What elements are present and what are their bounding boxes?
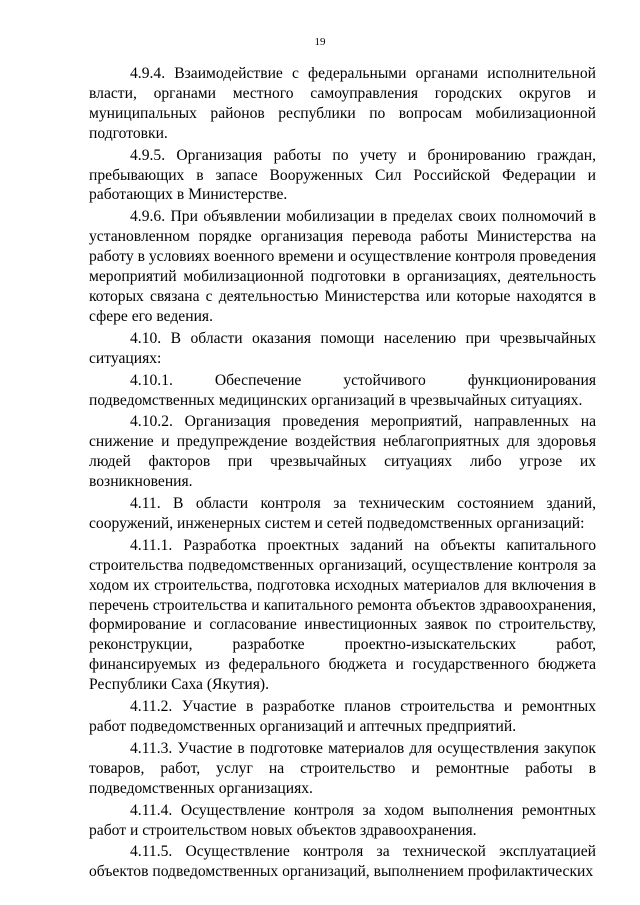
paragraph-4-9-6: 4.9.6. При объявлении мобилизации в пределах своих полномочий в установленном порядке организация перевода работы Министерства на работу в условиях военного времени и осуществление контроля проведения мероприятий мобилизационной подготовки в организациях, деятельность которых связана с деятельностью Министерства или которые находятся в сфере его ведения. (89, 208, 596, 325)
paragraph-4-11-1: 4.11.1. Разработка проектных заданий на объекты капитального строительства подведомственных организаций, осуществление контроля за ходом их строительства, подготовка исходных материалов для включения в перечень строительства и капитального ремонта объектов здравоохранения, формирование и согласование инвестиционных заявок по строительству, реконструкции, разработке проектно-изыскательских работ, финансируемых из федерального бюджета и государственного бюджета Республики Саха (Якутия). (89, 536, 596, 694)
paragraph-4-11-4: 4.11.4. Осуществление контроля за ходом выполнения ремонтных работ и строительством новых объектов здравоохранения. (89, 801, 596, 839)
paragraph-4-10: 4.10. В области оказания помощи населению при чрезвычайных ситуациях: (89, 329, 596, 367)
page-number: 19 (314, 36, 326, 48)
paragraph-4-11-3: 4.11.3. Участие в подготовке материалов для осуществления закупок товаров, работ, услуг на строительство и ремонтные работы в подведомственных организациях. (89, 739, 596, 797)
paragraph-4-11-2: 4.11.2. Участие в разработке планов строительства и ремонтных работ подведомственных организаций и аптечных предприятий. (89, 698, 596, 735)
paragraph-4-10-1: 4.10.1. Обеспечение устойчивого функционирования подведомственных медицинских организаций в чрезвычайных ситуациях. (89, 371, 596, 409)
paragraph-4-11: 4.11. В области контроля за техническим состоянием зданий, сооружений, инженерных систем и сетей подведомственных организаций: (89, 495, 596, 532)
document-body (89, 64, 596, 884)
paragraph-4-11-5: 4.11.5. Осуществление контроля за технической эксплуатацией объектов подведомственных организаций, выполнением профилактических (89, 843, 596, 881)
paragraph-4-10-2: 4.10.2. Организация проведения мероприятий, направленных на снижение и предупреждение воздействия неблагоприятных для здоровья людей факторов при чрезвычайных ситуациях либо угрозе их возникновения. (89, 413, 596, 491)
paragraph-4-9-4: 4.9.4. Взаимодействие с федеральными органами исполнительной власти, органами местного самоуправления городских округов и муниципальных районов республики по вопросам мобилизационной подготовки. (89, 65, 596, 142)
paragraph-4-9-5: 4.9.5. Организация работы по учету и бронированию граждан, пребывающих в запасе Вооруженных Сил Российской Федерации и работающих в Министерстве. (89, 146, 596, 204)
